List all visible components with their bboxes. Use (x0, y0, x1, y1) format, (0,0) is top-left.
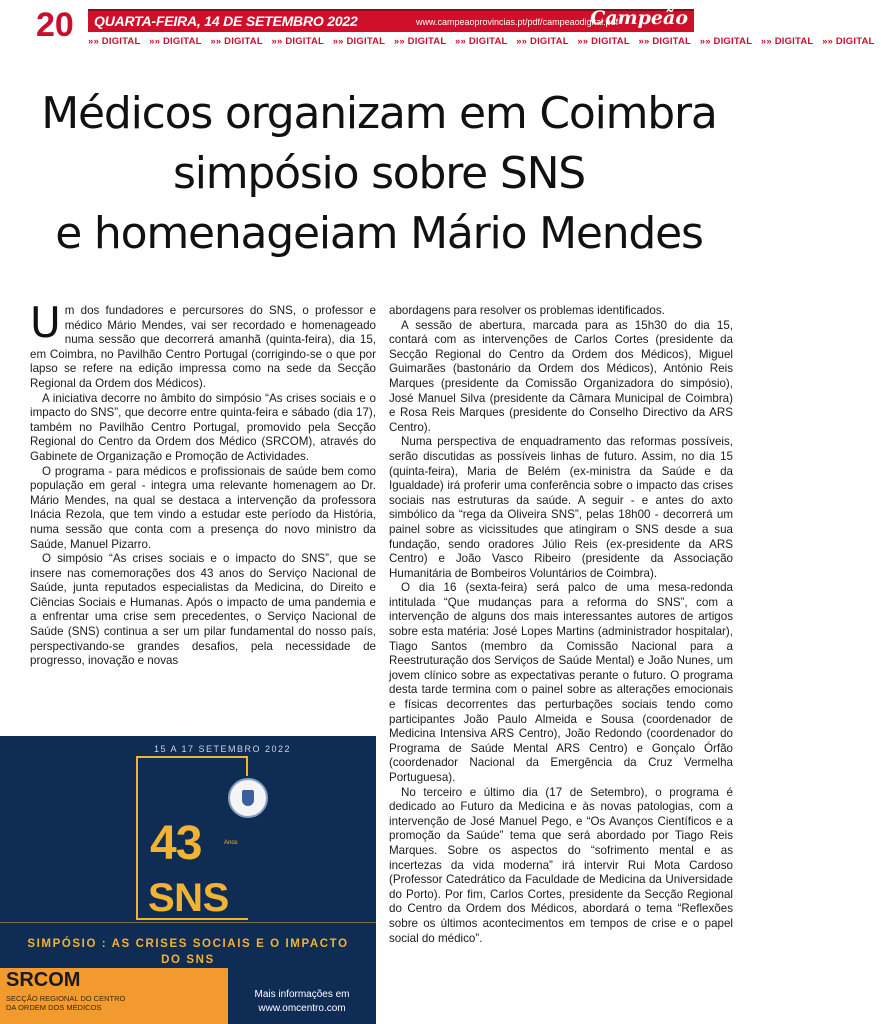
article-headline (20, 84, 738, 264)
paragraph: O programa - para médicos e profissionais de saúde bem como população em geral - integra uma relevante homenagem ao Dr. Mário Mendes, na qual se destaca a intervenção da professora Inácia Rezola, que tem vindo a estudar este período da História, numa sessão que conta com a presença do novo ministro da Saúde, Manuel Pizarro. (30, 464, 376, 551)
digital-tag: »» DIGITAL (393, 36, 450, 47)
advert-frame-edge (246, 756, 248, 776)
digital-tag: »» DIGITAL (822, 36, 875, 47)
pdf-url-link[interactable]: www.campeaoprovincias.pt/pdf/campeaodigital.pdf (416, 17, 619, 27)
article-column-right (389, 304, 733, 946)
digital-tag: »» DIGITAL (455, 36, 511, 47)
advert-number: 43 (150, 817, 202, 870)
advert-info-text: Mais informações em (254, 989, 350, 1000)
digital-tag: »» DIGITAL (638, 36, 694, 47)
issue-date: QUARTA-FEIRA, 14 DE SETEMBRO 2022 (94, 13, 358, 29)
advert-symposium-title: SIMPÓSIO : AS CRISES SOCIAIS E O IMPACTO DO SNS (27, 938, 349, 966)
srcom-subtitle: SECÇÃO REGIONAL DO CENTRO DA ORDEM DOS MÉDICOS (6, 994, 126, 1012)
paragraph: O simpósio “As crises sociais e o impacto do SNS”, que se insere nas comemorações dos 43 anos do Serviço Nacional de Saúde, junta reputados especialistas da Medicina, do Direito e Ciências Sociais e Humanas. Após o impacto de uma pandemia e a enfrentar uma crise sem precedentes, o Serviço Nacional de Saúde (SNS) continua a ser um pilar fundamental do nosso país, perspectivando-se grandes desafios, pela necessidade de progresso, inovação e novas (30, 552, 376, 668)
advert-info[interactable] (232, 988, 372, 1016)
digital-tag: »» DIGITAL (210, 36, 266, 47)
digital-tag: »» DIGITAL (88, 36, 144, 47)
advert-divider (0, 922, 376, 923)
digital-tag: »» DIGITAL (760, 36, 817, 47)
headline-line-1: Médicos organizam em Coimbra (41, 88, 717, 139)
symposium-advert[interactable] (0, 736, 376, 1024)
advert-anos: Anos (224, 840, 238, 846)
article-column-left (30, 298, 376, 669)
digital-strip (88, 36, 875, 47)
paragraph: A iniciativa decorre no âmbito do simpósio “As crises sociais e o impacto do SNS”, que decorre entre quinta-feira e sábado (dia 17), também no Pavilhão Centro Portugal, promovido pela Secção Regional do Centro da Ordem dos Médico (SRCOM), através do Gabinete de Organização e Promoção de Actividades. (30, 391, 376, 463)
advert-sns: SNS (148, 876, 229, 920)
paragraph: No terceiro e último dia (17 de Setembro), o programa é dedicado ao Futuro da Medicina e às novas patologias, com a intervenção de José Manuel Pego, e “Os Avanços Científicos e a promoção da Saúde” tema que será abordado por Tiago Reis Marques. Sobre os aspectos do “sofrimento mental e as incertezas da vida moderna” irá intervir Rui Mota Cardoso (Professor Catedrático da Faculdade de Medicina da Universidade do Porto). Por fim, Carlos Cortes, presidente da Secção Regional do Centro da Ordem dos Médicos, abordará o tema “Reflexões sobre os últimos acontecimentos em tempos de crise e o papel social do médico”. (389, 785, 733, 945)
paragraph: A sessão de abertura, marcada para as 15h30 do dia 15, contará com as intervenções de Carlos Cortes (presidente da Secção Regional do Centro da Ordem dos Médicos), Miguel Guimarães (bastonário da Ordem dos Médicos), António Reis Marques (presidente da Comissão Organizadora do simpósio), José Manuel Silva (presidente da Câmara Municipal de Coimbra) e Rosa Reis Marques (presidente do Conselho Directivo da ARS Centro). (389, 318, 733, 434)
paragraph: Um dos fundadores e percursores do SNS, o professor e médico Mário Mendes, vai ser recordado e homenageado numa sessão que decorrerá amanhã (quinta-feira), dia 15, em Coimbra, no Pavilhão Centro Portugal (corrigindo-se o que por lapso se refere na edição impressa como na sede da Secção Regional da Ordem dos Médicos). (30, 298, 376, 390)
digital-tag: »» DIGITAL (516, 36, 572, 47)
digital-tag: »» DIGITAL (332, 36, 388, 47)
drop-cap: U (30, 298, 61, 347)
digital-tag: »» DIGITAL (149, 36, 205, 47)
headline-line-3: e homenageiam Mário Mendes (55, 208, 703, 259)
page-number: 20 (36, 6, 74, 44)
digital-tag: »» DIGITAL (577, 36, 633, 47)
srcom-logo: SRCOM (6, 969, 81, 991)
paragraph: O dia 16 (sexta-feira) será palco de uma mesa-redonda intitulada “Que mudanças para a reforma do SNS”, com a intervenção de alguns dos mais interessantes autores de artigos sobre esta matéria: José Lopes Martins (administrador hospitalar), Tiago Santos (membro da Comissão Nacional para a Reestruturação dos Serviços de Saúde Mental) e João Nunes, um jovem clínico sobre as expectativas perante o futuro. O programa desta tarde termina com o painel sobre as alterações emocionais e físicas decorrentes das perturbações sociais tendo como participantes João Paulo Almeida e Sousa (coordenador de Medicina Intensiva ARS Centro), João Redondo (coordenador do Programa de Saúde Mental ARS Centro) e Gonçalo Órfão (coordenador Nacional da Emergência da Cruz Vermelha Portuguesa). (389, 581, 733, 784)
paragraph: abordagens para resolver os problemas identificados. (389, 304, 665, 317)
paragraph: Numa perspectiva de enquadramento das reformas possíveis, serão discutidas as possíveis linhas de futuro. Assim, no dia 15 (quinta-feira), Maria de Belém (ex-ministra da Saúde e da Igualdade) irá proferir uma conferência sobre o impacto das crises sociais nas estruturas da saúde. A seguir - e antes do axto simbólico da “rega da Oliveira SNS”, pelas 18h00 - decorrerá um painel sobre as vicissitudes que atingiram o SNS desde a sua fundação, sendo oradores Júlio Reis (ex-presidente da ARS Centro) e João Vasco Ribeiro (presidente da Associação Humanitária de Bombeiros Voluntários de Coimbra). (389, 435, 733, 580)
srcom-logo-block (0, 968, 228, 1024)
advert-dates: 15 A 17 SETEMBRO 2022 (154, 744, 292, 754)
order-seal-icon (228, 778, 268, 818)
newspaper-logo: Campeão (590, 7, 688, 29)
digital-tag: »» DIGITAL (271, 36, 327, 47)
digital-tag: »» DIGITAL (699, 36, 755, 47)
header-bar (88, 9, 694, 32)
advert-website-link[interactable]: www.omcentro.com (258, 1003, 346, 1014)
headline-line-2: simpósio sobre SNS (172, 148, 586, 199)
